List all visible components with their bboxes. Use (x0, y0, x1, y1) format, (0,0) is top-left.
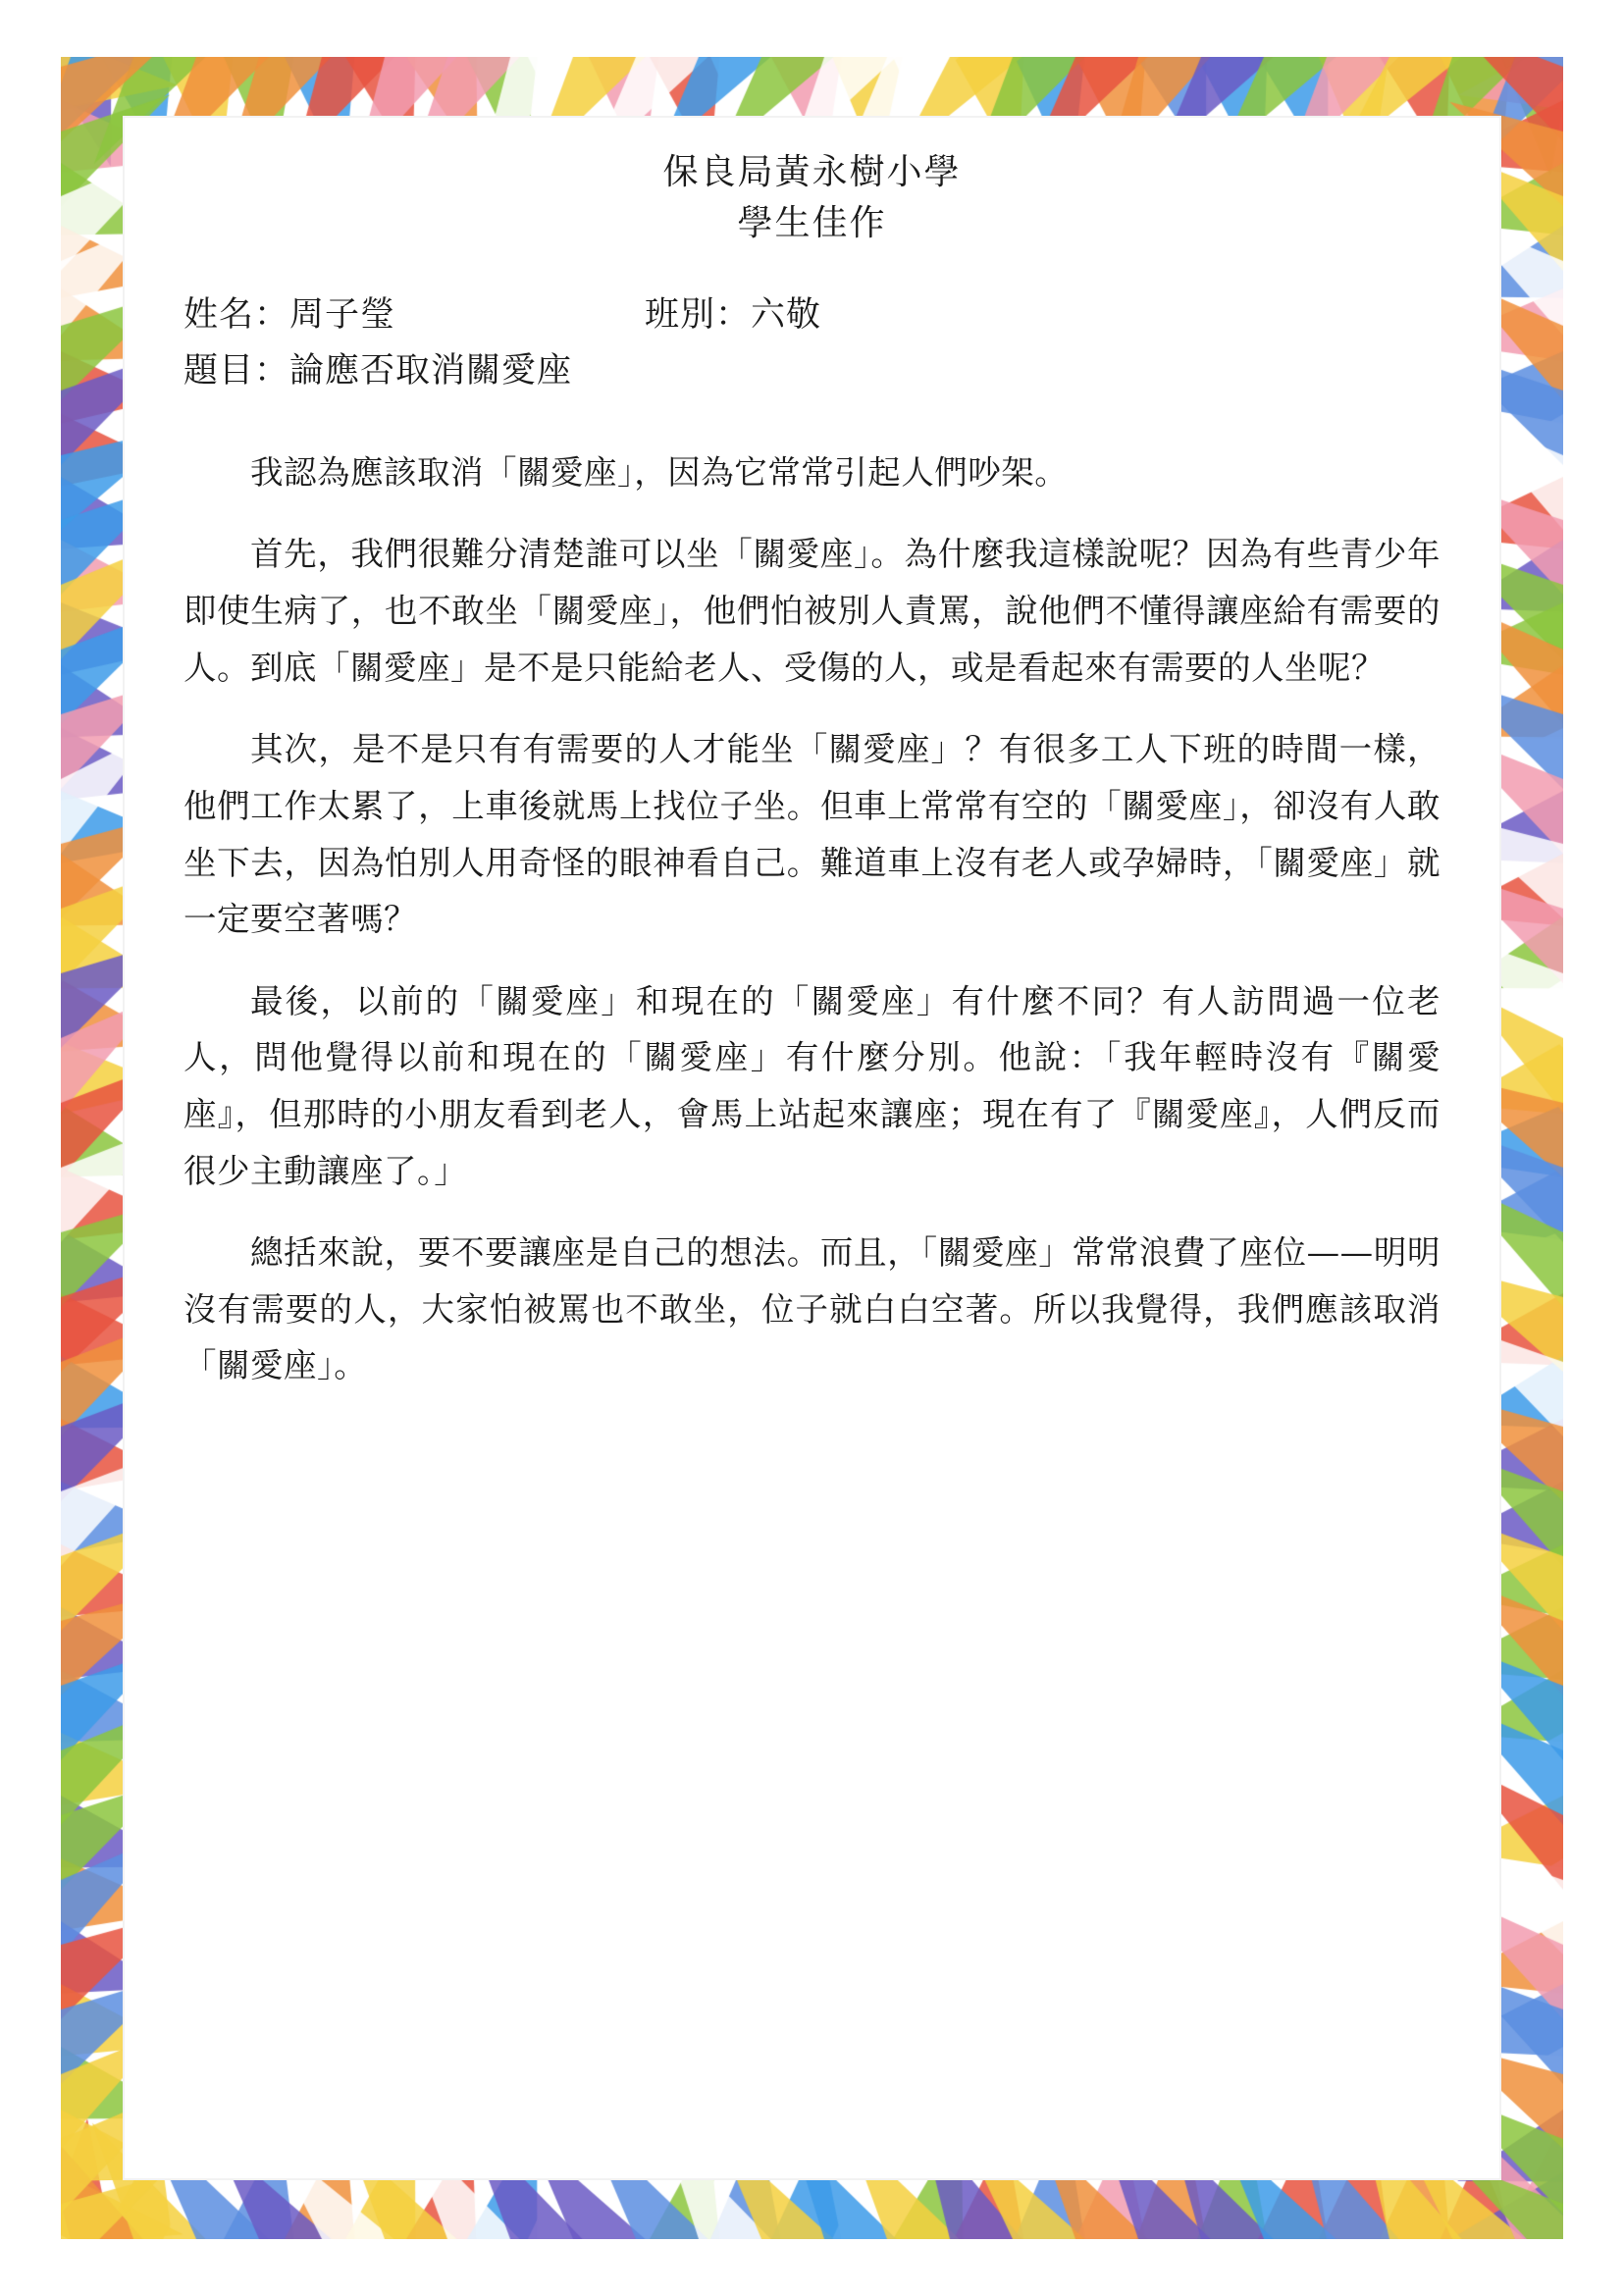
student-name-value: 周子瑩 (289, 295, 396, 336)
class-label: 班別： (645, 295, 752, 336)
name-label: 姓名： (183, 295, 290, 336)
essay-paragraph: 最後，以前的「關愛座」和現在的「關愛座」有什麼不同？有人訪問過一位老人，問他覺得以前和現在的「關愛座」有什麼分別。他說：「我年輕時沒有『關愛座』，但那時的小朋友看到老人，會馬上站起來讓座；現在有了『關愛座』，人們反而很少主動讓座了。」 (183, 981, 1441, 1190)
essay-paragraph: 總括來說，要不要讓座是自己的想法。而且，「關愛座」常常浪費了座位——明明沒有需要的人，大家怕被罵也不敢坐，位子就白白空著。所以我覺得，我們應該取消「關愛座」。 (183, 1233, 1441, 1385)
school-title: 保良局黃永樹小學 (662, 152, 962, 192)
meta-row-topic (183, 344, 1441, 397)
essay-paragraph: 其次，是不是只有有需要的人才能坐「關愛座」？有很多工人下班的時間一樣，他們工作太累了，上車後就馬上找位子坐。但車上常常有空的「關愛座」，卻沒有人敢坐下去，因為怕別人用奇怪的眼神看自己。難道車上沒有老人或孕婦時，「關愛座」就一定要空著嗎？ (183, 730, 1441, 939)
class-value: 六敬 (751, 295, 822, 336)
essay-paragraph: 我認為應該取消「關愛座」，因為它常常引起人們吵架。 (250, 452, 1069, 492)
class-field (645, 288, 821, 341)
topic-value: 論應否取消關愛座 (289, 350, 573, 391)
essay-content (132, 126, 1492, 2170)
topic-label: 題目： (183, 350, 290, 391)
student-name-field (183, 288, 645, 341)
essay-paragraph: 首先，我們很難分清楚誰可以坐「關愛座」。為什麼我這樣說呢？因為有些青少年即使生病了，也不敢坐「關愛座」，他們怕被別人責罵，說他們不懂得讓座給有需要的人。到底「關愛座」是不是只能給老人、受傷的人，或是看起來有需要的人坐呢？ (183, 535, 1441, 687)
meta-row-name-class (183, 288, 1441, 341)
document-subtitle: 學生佳作 (737, 203, 887, 244)
essay-body (183, 444, 1441, 1394)
